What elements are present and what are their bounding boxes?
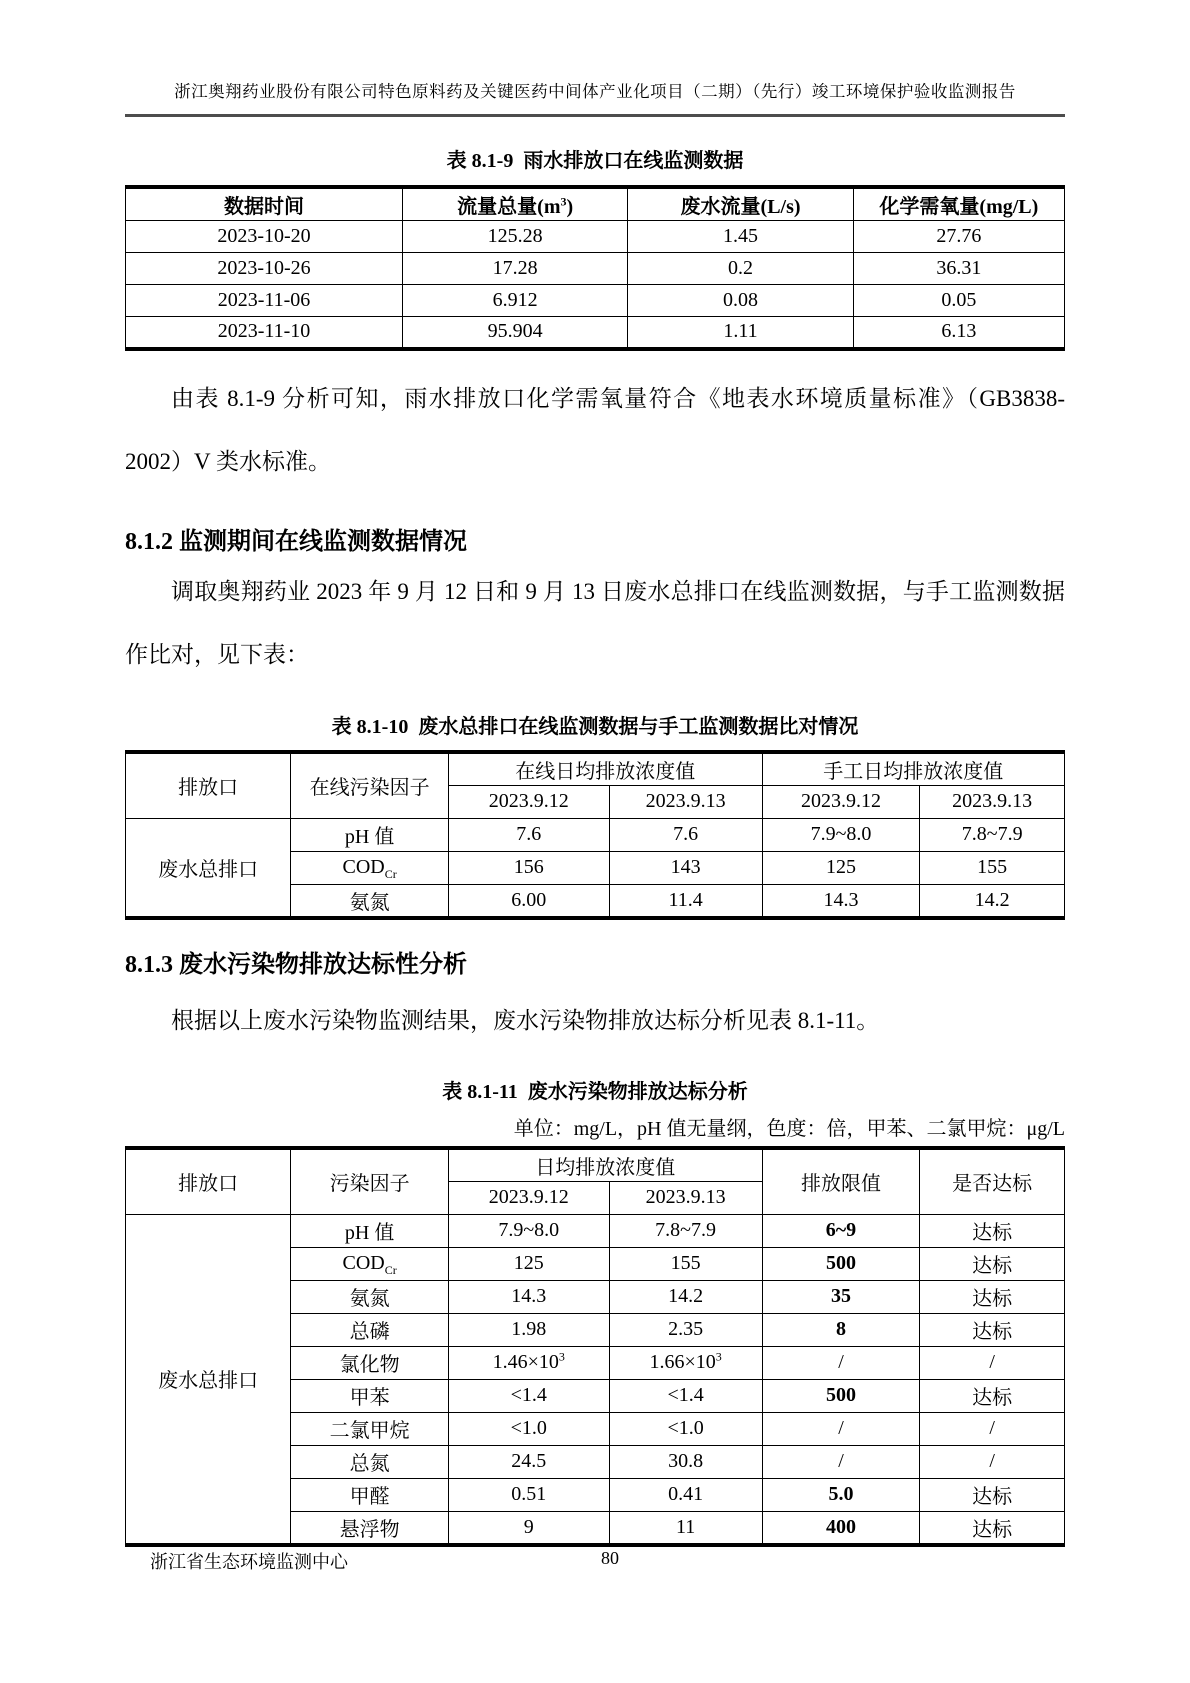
table-cell: 125.28: [403, 221, 628, 253]
table-cell: 11.4: [609, 884, 762, 918]
page-number: 80: [601, 1548, 619, 1568]
table-cell: 1.11: [628, 317, 853, 349]
limit-cell: /: [762, 1346, 920, 1379]
pollutant-factor-cell: pH 值: [291, 818, 449, 851]
table1-title: 表 8.1-9 雨水排放口在线监测数据: [446, 150, 744, 172]
section-heading-813: 8.1.3 废水污染物排放达标性分析: [125, 951, 467, 978]
column-header: 在线污染因子: [291, 752, 449, 819]
date-header: 2023.9.13: [609, 785, 762, 818]
value-cell: <1.0: [609, 1412, 762, 1445]
outlet-row-header: 废水总排口: [126, 1214, 291, 1545]
value-cell: 1.98: [449, 1313, 610, 1346]
table-header-row: [126, 752, 1065, 786]
table-row: [126, 317, 1065, 349]
table-row: [126, 1214, 1065, 1247]
pollutant-factor-cell: 甲醛: [291, 1478, 449, 1511]
value-cell: 14.3: [449, 1280, 610, 1313]
table-header-row: [126, 187, 1065, 221]
value-cell: 11: [609, 1511, 762, 1545]
section-heading-812: 8.1.2 监测期间在线监测数据情况: [125, 528, 467, 555]
table3-title: 表 8.1-11 废水污染物排放达标分析: [442, 1080, 748, 1103]
table-cell: 0.08: [628, 285, 853, 317]
limit-cell: 500: [762, 1247, 920, 1280]
date-header: 2023.9.12: [762, 785, 920, 818]
compliance-cell: 达标: [920, 1511, 1065, 1545]
paragraph: 调取奥翔药业 2023 年 9 月 12 日和 9 月 13 日废水总排口在线监测数据，与手工监测数据作比对，见下表：: [125, 578, 1065, 667]
table-cell: 2023-11-10: [126, 317, 403, 349]
table-cell: 14.2: [920, 884, 1065, 918]
pollutant-factor-cell: 氨氮: [291, 1280, 449, 1313]
compliance-cell: /: [920, 1412, 1065, 1445]
document-header: 浙江奥翔药业股份有限公司特色原料药及关键医药中间体产业化项目（二期）（先行）竣工环境保护验收监测报告: [125, 78, 1065, 117]
compliance-cell: 达标: [920, 1478, 1065, 1511]
column-header: 数据时间: [126, 187, 403, 221]
table-header-row: [126, 1148, 1065, 1182]
column-group-header: 日均排放浓度值: [449, 1148, 763, 1182]
table-cell: 7.9~8.0: [762, 818, 920, 851]
table-cell: 143: [609, 851, 762, 884]
table-cell: 2023-11-06: [126, 285, 403, 317]
column-header: 排放口: [126, 752, 291, 819]
compliance-cell: 达标: [920, 1379, 1065, 1412]
wastewater-compliance-table: [125, 1146, 1065, 1547]
limit-cell: 8: [762, 1313, 920, 1346]
value-cell: 0.41: [609, 1478, 762, 1511]
column-group-header: 手工日均排放浓度值: [762, 752, 1064, 786]
outlet-row-header: 废水总排口: [126, 818, 291, 918]
table-cell: 2023-10-26: [126, 253, 403, 285]
table2-title: 表 8.1-10 废水总排口在线监测数据与手工监测数据比对情况: [331, 715, 859, 738]
pollutant-factor-cell: 总氮: [291, 1445, 449, 1478]
value-cell: 14.2: [609, 1280, 762, 1313]
table-cell: 27.76: [853, 221, 1064, 253]
table-row: [126, 285, 1065, 317]
table-cell: 6.912: [403, 285, 628, 317]
compliance-cell: 达标: [920, 1280, 1065, 1313]
compliance-cell: 达标: [920, 1247, 1065, 1280]
limit-cell: 6~9: [762, 1214, 920, 1247]
table-cell: 7.6: [449, 818, 610, 851]
value-cell: <1.4: [449, 1379, 610, 1412]
value-cell: $1.46\times 10^3$: [449, 1346, 610, 1379]
table-cell: 6.13: [853, 317, 1064, 349]
paragraph: 根据以上废水污染物监测结果，废水污染物排放达标分析见表 8.1-11。: [171, 1007, 880, 1033]
column-header: 化学需氧量(mg/L): [853, 187, 1064, 221]
limit-cell: /: [762, 1412, 920, 1445]
column-header: 废水流量(L/s): [628, 187, 853, 221]
pollutant-factor-cell: $COD_{Cr}$: [291, 851, 449, 884]
unit-note: 单位：mg/L，pH 值无量纲，色度：倍，甲苯、二氯甲烷：μg/L: [513, 1117, 1065, 1140]
table-cell: 95.904: [403, 317, 628, 349]
limit-cell: /: [762, 1445, 920, 1478]
column-header: 排放限值: [762, 1148, 920, 1215]
table-row: [126, 818, 1065, 851]
value-cell: $1.66\times 10^3$: [609, 1346, 762, 1379]
value-cell: 155: [609, 1247, 762, 1280]
value-cell: <1.4: [609, 1379, 762, 1412]
pollutant-factor-cell: 悬浮物: [291, 1511, 449, 1545]
column-header: 排放口: [126, 1148, 291, 1215]
pollutant-factor-cell: 二氯甲烷: [291, 1412, 449, 1445]
date-header: 2023.9.12: [449, 1181, 610, 1214]
table-cell: 0.05: [853, 285, 1064, 317]
pollutant-factor-cell: 甲苯: [291, 1379, 449, 1412]
table-row: [126, 253, 1065, 285]
table-cell: 125: [762, 851, 920, 884]
value-cell: 7.9~8.0: [449, 1214, 610, 1247]
value-cell: 0.51: [449, 1478, 610, 1511]
pollutant-factor-cell: 总磷: [291, 1313, 449, 1346]
value-cell: 24.5: [449, 1445, 610, 1478]
limit-cell: 500: [762, 1379, 920, 1412]
table-cell: 1.45: [628, 221, 853, 253]
table-cell: 155: [920, 851, 1065, 884]
table-cell: 6.00: [449, 884, 610, 918]
date-header: 2023.9.12: [449, 785, 610, 818]
table-row: [126, 221, 1065, 253]
paragraph: 由表 8.1-9 分析可知，雨水排放口化学需氧量符合《地表水环境质量标准》（GB3838-2002）V 类水标准。: [125, 385, 1065, 474]
online-vs-manual-comparison-table: [125, 750, 1065, 920]
compliance-cell: /: [920, 1445, 1065, 1478]
table-cell: 7.6: [609, 818, 762, 851]
footer-organization: 浙江省生态环境监测中心: [150, 1552, 348, 1572]
column-header: 是否达标: [920, 1148, 1065, 1215]
rainwater-online-monitoring-table: [125, 185, 1065, 351]
column-group-header: 在线日均排放浓度值: [449, 752, 763, 786]
column-header: 流量总量$(m^3)$: [403, 187, 628, 221]
value-cell: 7.8~7.9: [609, 1214, 762, 1247]
pollutant-factor-cell: 氨氮: [291, 884, 449, 918]
value-cell: 9: [449, 1511, 610, 1545]
limit-cell: 5.0: [762, 1478, 920, 1511]
value-cell: 30.8: [609, 1445, 762, 1478]
table-cell: 36.31: [853, 253, 1064, 285]
table-cell: 17.28: [403, 253, 628, 285]
limit-cell: 35: [762, 1280, 920, 1313]
pollutant-factor-cell: $COD_{Cr}$: [291, 1247, 449, 1280]
limit-cell: 400: [762, 1511, 920, 1545]
table-cell: 156: [449, 851, 610, 884]
date-header: 2023.9.13: [920, 785, 1065, 818]
date-header: 2023.9.13: [609, 1181, 762, 1214]
compliance-cell: 达标: [920, 1214, 1065, 1247]
column-header: 污染因子: [291, 1148, 449, 1215]
value-cell: 125: [449, 1247, 610, 1280]
value-cell: 2.35: [609, 1313, 762, 1346]
table-cell: 14.3: [762, 884, 920, 918]
table-cell: 0.2: [628, 253, 853, 285]
table-cell: 2023-10-20: [126, 221, 403, 253]
compliance-cell: /: [920, 1346, 1065, 1379]
pollutant-factor-cell: pH 值: [291, 1214, 449, 1247]
compliance-cell: 达标: [920, 1313, 1065, 1346]
value-cell: <1.0: [449, 1412, 610, 1445]
pollutant-factor-cell: 氯化物: [291, 1346, 449, 1379]
table-cell: 7.8~7.9: [920, 818, 1065, 851]
